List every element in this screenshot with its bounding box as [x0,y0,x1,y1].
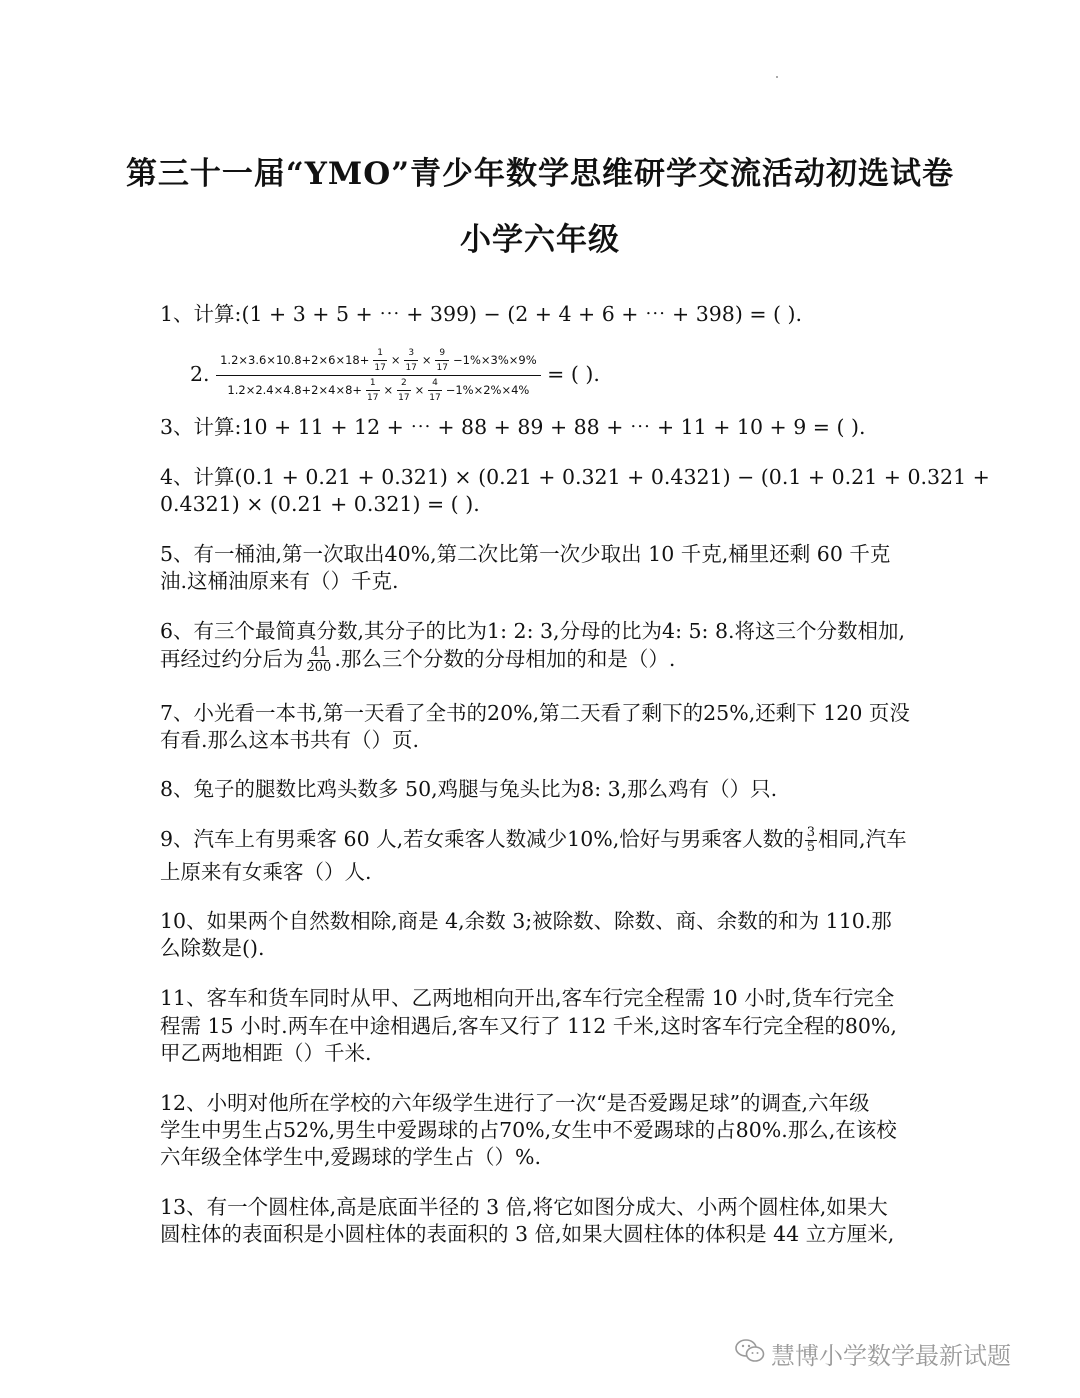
question-3: 3、计算:10 + 11 + 12 + ⋯ + 88 + 89 + 88 + ⋯ + 11 + 10 + 9 = ( ). [160,415,866,439]
den-part-d: −1%×2%×4% [445,383,530,397]
question-2-fraction [216,348,541,403]
page-title: 第三十一届“YMO”青少年数学思维研学交流活动初选试卷 [125,156,955,192]
question-2-denominator [223,376,533,403]
question-9-text-a: 9、汽车上有男乘客 60 人,若女乘客人数减少10%,恰好与男乘客人数的 [160,827,804,851]
question-2-suffix: = ( ). [547,362,600,386]
question-6-line-2 [160,646,930,675]
frac-den: 200 [306,660,332,675]
question-6: 6、有三个最简真分数,其分子的比为1: 2: 3,分母的比为4: 5: 8.将这三个分数相加, [160,619,906,643]
question-11-line-3: 甲乙两地相距（）千米. [160,1041,372,1065]
den-frac-2 [394,378,413,403]
den-frac-1 [363,378,382,403]
frac-num: 3 [404,348,418,361]
den-part-c: × [414,383,425,397]
question-4-line-2: 0.4321) × (0.21 + 0.321) = ( ). [160,492,480,516]
frac-den: 17 [429,393,441,403]
question-1: 1、计算:(1 + 3 + 5 + ⋯ + 399) − (2 + 4 + 6 + ⋯ + 398) = ( ). [160,302,803,326]
frac-num: 4 [428,378,442,391]
question-12-line-3: 六年级全体学生中,爱踢球的学生占（）%. [160,1145,542,1169]
frac-den: 17 [436,363,448,373]
question-2-numerator [216,348,541,376]
question-9-line-2: 上原来有女乘客（）人. [160,860,372,884]
question-7: 7、小光看一本书,第一天看了全书的20%,第二天看了剩下的25%,还剩下 120 页没 [160,701,910,725]
frac-den: 17 [398,393,410,403]
question-12-line-2: 学生中男生占52%,男生中爱踢球的占70%,女生中不爱踢球的占80%.那么,在该校 [160,1118,897,1142]
question-11: 11、客车和货车同时从甲、乙两地相向开出,客车行完全程需 10 小时,货车行完全 [160,986,895,1010]
frac-den: 17 [367,393,379,403]
frac-num: 1 [373,348,387,361]
question-6-text-b: .那么三个分数的分母相加的和是（）. [334,647,676,671]
frac-num: 2 [397,378,411,391]
question-2-prefix: 2. [190,362,210,386]
question-4: 4、计算(0.1 + 0.21 + 0.321) × (0.21 + 0.321 + 0.4321) − (0.1 + 0.21 + 0.321 + [160,465,990,489]
frac-num: 1 [366,378,380,391]
question-13: 13、有一个圆柱体,高是底面半径的 3 倍,将它如图分成大、小两个圆柱体,如果大 [160,1195,888,1219]
question-13-line-2: 圆柱体的表面积是小圆柱体的表面积的 3 倍,如果大圆柱体的体积是 44 立方厘米, [160,1222,895,1246]
frac-num: 41 [310,645,328,660]
question-2 [190,348,960,403]
page-subtitle: 小学六年级 [460,222,620,258]
num-part-c: × [421,353,432,367]
num-frac-1 [370,348,389,373]
question-10: 10、如果两个自然数相除,商是 4,余数 3;被除数、除数、商、余数的和为 110.那 [160,909,892,933]
frac-den: 5 [806,840,816,855]
num-part-a: 1.2×3.6×10.8+2×6×18+ [220,353,370,367]
num-frac-2 [401,348,420,373]
num-frac-3 [433,348,452,373]
den-frac-3 [425,378,444,403]
num-part-d: −1%×3%×9% [453,353,537,367]
num-part-b: × [390,353,401,367]
question-9 [160,826,930,855]
question-11-line-2: 程需 15 小时.两车在中途相遇后,客车又行了 112 千米,这时客车行完全程的80%, [160,1014,897,1038]
question-5: 5、有一桶油,第一次取出40%,第二次比第一次少取出 10 千克,桶里还剩 60 千克 [160,542,891,566]
frac-num: 9 [435,348,449,361]
question-9-fraction [805,826,817,855]
question-8: 8、兔子的腿数比鸡头数多 50,鸡腿与兔头比为8: 3,那么鸡有（）只. [160,777,778,801]
question-6-fraction [305,646,334,675]
question-10-line-2: 么除数是(). [160,936,265,960]
question-6-text-a: 再经过约分后为 [160,647,304,671]
watermark-text: 慧博小学数学最新试题 [771,1342,1011,1370]
frac-den: 17 [374,363,386,373]
question-9-text-b: 相同,汽车 [818,827,907,851]
question-12: 12、小明对他所在学校的六年级学生进行了一次“是否爱踢足球”的调查,六年级 [160,1091,870,1115]
wechat-icon [735,1338,765,1370]
question-5-line-2: 油.这桶油原来有（）千克. [160,569,399,593]
frac-num: 3 [806,825,816,840]
den-part-b: × [383,383,394,397]
frac-den: 17 [405,363,417,373]
speck [776,76,778,78]
question-7-line-2: 有看.那么这本书共有（）页. [160,728,420,752]
watermark [735,1336,1011,1371]
den-part-a: 1.2×2.4×4.8+2×4×8+ [227,383,363,397]
